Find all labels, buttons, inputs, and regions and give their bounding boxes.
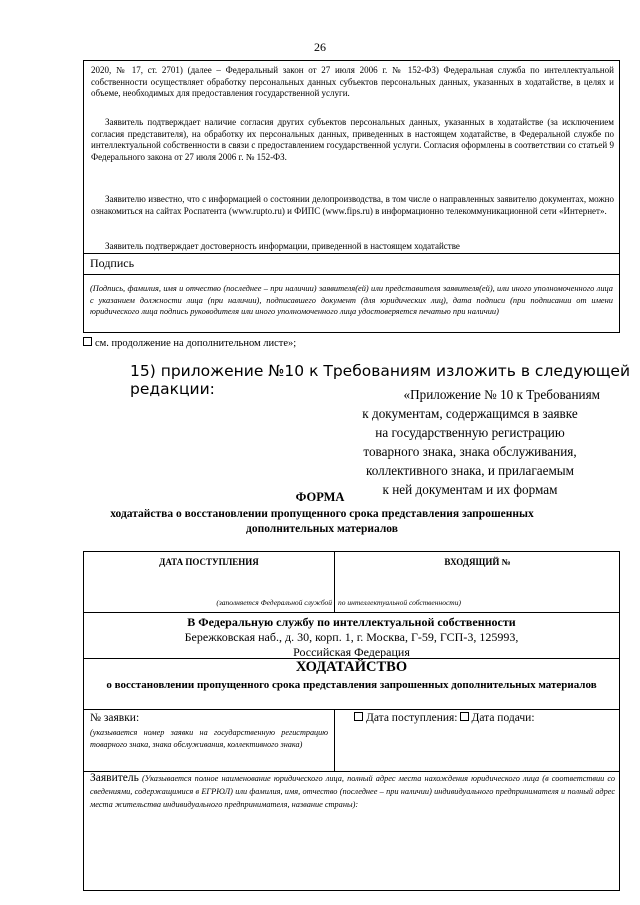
petition-subtitle: о восстановлении пропущенного срока представления запрошенных дополнительных материалов bbox=[106, 679, 597, 691]
incoming-number-header: ВХОДЯЩИЙ № bbox=[444, 557, 511, 567]
consent-paragraph-2: Заявитель подтверждает наличие согласия других субъектов персональных данных, указанных в ходатайстве (за исключением согласия представителя), на обработку их персональных данных, приведенных в настоящем ходатайстве, в Федеральной службе по интеллектуальной собственности в связи с предоставлением государственной услуги. Согласия оформлены в соответствии со статьей 9 Федерального закона от 27 июля 2006 г. № 152-ФЗ. bbox=[91, 117, 614, 162]
applicant-label: Заявитель bbox=[90, 772, 139, 784]
date-receipt-checkbox[interactable] bbox=[354, 712, 363, 721]
appendix-line: к ней документам и их формам bbox=[382, 482, 558, 497]
dates-row bbox=[354, 712, 535, 724]
petition-form bbox=[83, 551, 620, 891]
forma-title: ФОРМА bbox=[295, 490, 345, 504]
date-received-header: ДАТА ПОСТУПЛЕНИЯ bbox=[159, 557, 259, 567]
date-filing-label: Дата подачи: bbox=[471, 712, 535, 724]
date-receipt-label: Дата поступления: bbox=[366, 712, 458, 724]
address-line: Бережковская наб., д. 30, корп. 1, г. Москва, Г-59, ГСП-3, 125993, bbox=[184, 630, 519, 644]
date-filing-checkbox[interactable] bbox=[460, 712, 469, 721]
applicant-note: (Указывается полное наименование юридического лица, полный адрес места нахождения юридического лица (в соответствии со сведениями, содержащимися в ЕГРЮЛ) или фамилия, имя, отчество (последнее – при наличии) индивидуального предпринимателя и полный адрес места жительства индивидуального предпринимателя, название страны): bbox=[90, 774, 616, 809]
application-number-label: № заявки: bbox=[90, 712, 140, 724]
appendix-line: коллективного знака, и прилагаемым bbox=[365, 463, 574, 478]
appendix-line: к документам, содержащимся в заявке bbox=[362, 406, 578, 421]
appendix-header bbox=[330, 385, 610, 499]
divider bbox=[334, 709, 335, 771]
consent-paragraph-1: 2020, № 17, ст. 2701) (далее – Федеральный закон от 27 июля 2006 г. № 152-ФЗ) Федеральная служба по интеллектуальной собственности осуществляет обработку персональных данных субъектов персональных данных, указанных в ходатайстве, в целях и объеме, необходимых для предоставления государственной услуги. bbox=[91, 65, 614, 98]
continuation-checkbox[interactable] bbox=[83, 337, 92, 346]
application-number-note: (указывается номер заявки на государственную регистрацию товарного знака, знака обслуживания, коллективного знака) bbox=[90, 728, 328, 749]
applicant-block bbox=[90, 772, 615, 811]
divider bbox=[84, 709, 619, 710]
continuation-label: см. продолжение на дополнительном листе»; bbox=[95, 338, 297, 349]
appendix-line: «Приложение № 10 к Требованиям bbox=[403, 387, 600, 402]
fill-note-right: по интеллектуальной собственности) bbox=[338, 598, 461, 607]
signature-note: (Подпись, фамилия, имя и отчество (последнее – при наличии) заявителя(ей) или представителя заявителя(ей), или иного уполномоченного лица с указанием должности лица (при наличии), подписавшего документ (для юридических лиц), дата подписи (при подписании от имени юридического лица подпись руководителя или иного уполномоченного лица удостоверяется печатью при наличии) bbox=[83, 275, 620, 333]
addressee-block bbox=[84, 615, 619, 660]
forma-subtitle: ходатайства о восстановлении пропущенного срока представления запрошенных дополнительных материалов bbox=[110, 508, 534, 535]
item-15-heading: 15) приложение №10 к Требованиям изложить в следующей редакции: bbox=[130, 362, 631, 398]
page-number: 26 bbox=[314, 40, 326, 54]
appendix-line: на государственную регистрацию bbox=[375, 425, 565, 440]
fill-note-left: (заполняется Федеральной службой bbox=[216, 598, 332, 607]
addressee-title: В Федеральную службу по интеллектуальной собственности bbox=[187, 615, 516, 629]
consent-paragraph-4: Заявитель подтверждает достоверность информации, приведенной в настоящем ходатайстве bbox=[105, 241, 460, 251]
signature-label: Подпись bbox=[83, 253, 620, 275]
address-line: Российская Федерация bbox=[293, 645, 410, 659]
divider bbox=[84, 612, 619, 613]
petition-title: ХОДАТАЙСТВО bbox=[295, 659, 408, 675]
continuation-line bbox=[83, 337, 296, 349]
consent-box bbox=[83, 60, 620, 253]
consent-paragraph-3: Заявителю известно, что с информацией о состоянии делопроизводства, в том числе о направленных заявителю документах, можно ознакомиться на сайтах Роспатента (www.rupto.ru) и ФИПС (www.fips.ru) в информационно телекоммуникационной сети «Интернет». bbox=[91, 194, 614, 216]
appendix-line: товарного знака, знака обслуживания, bbox=[363, 444, 577, 459]
